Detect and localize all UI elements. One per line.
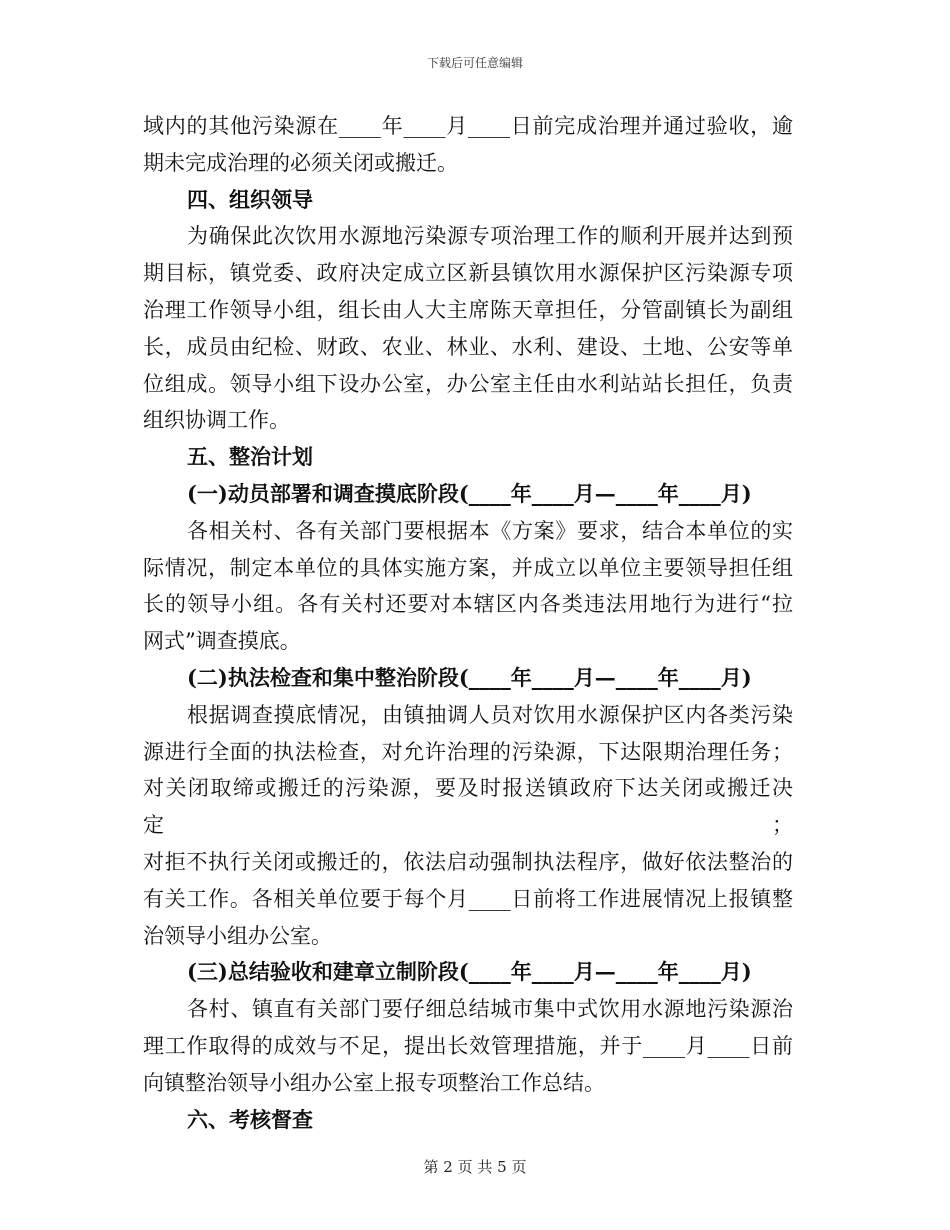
section-heading: (二)执法检查和集中整治阶段(____年____月—____年____月) [187, 664, 752, 690]
paragraph-line: 际情况，制定本单位的具体实施方案，并成立以单位主要领导担任组 [143, 555, 793, 580]
paragraph-line: 组织协调工作。 [143, 408, 290, 433]
paragraph-line: 向镇整治领导小组办公室上报专项整治工作总结。 [143, 1070, 605, 1095]
paragraph-line: 有关工作。各相关单位要于每个月____日前将工作进展情况上报镇整 [143, 886, 793, 911]
paragraph-line: 源进行全面的执法检查，对允许治理的污染源，下达限期治理任务； [143, 739, 793, 764]
section-heading: 五、整治计划 [187, 444, 313, 470]
page-footer: 第 2 页 共 5 页 [423, 1158, 527, 1176]
paragraph-line: 期目标，镇党委、政府决定成立区新县镇饮用水源保护区污染源专项 [143, 261, 793, 286]
paragraph-line: 长，成员由纪检、财政、农业、林业、水利、建设、土地、公安等单 [143, 334, 793, 359]
paragraph-line: 位组成。领导小组下设办公室，办公室主任由水利站站长担任，负责 [143, 371, 793, 396]
section-heading: 四、组织领导 [187, 186, 313, 212]
paragraph-line: 各相关村、各有关部门要根据本《方案》要求，结合本单位的实 [187, 518, 793, 543]
paragraph-line: 长的领导小组。各有关村还要对本辖区内各类违法用地行为进行“拉 [143, 592, 793, 617]
paragraph-line: 域内的其他污染源在____年____月____日前完成治理并通过验收，逾 [143, 114, 793, 138]
paragraph-line: 治领导小组办公室。 [143, 923, 332, 948]
paragraph-line: 各村、镇直有关部门要仔细总结城市集中式饮用水源地污染源治 [187, 997, 793, 1022]
section-heading: 六、考核督查 [187, 1106, 313, 1132]
paragraph-line: 网式”调查摸底。 [143, 629, 301, 654]
section-heading: (一)动员部署和调查摸底阶段(____年____月—____年____月) [187, 480, 752, 506]
document-body [143, 108, 793, 1138]
paragraph-line: 理工作取得的成效与不足，提出长效管理措施，并于____月____日前 [143, 1033, 793, 1058]
section-heading: (三)总结验收和建章立制阶段(____年____月—____年____月) [187, 959, 752, 985]
paragraph-line: 根据调查摸底情况，由镇抽调人员对饮用水源保护区内各类污染 [187, 702, 793, 727]
paragraph-line: 治理工作领导小组，组长由人大主席陈天章担任，分管副镇长为副组 [143, 297, 793, 322]
paragraph-line: 期未完成治理的必须关闭或搬迁。 [143, 150, 458, 175]
paragraph-line: 为确保此次饮用水源地污染源专项治理工作的顺利开展并达到预 [187, 224, 793, 249]
page-header: 下载后可任意编辑 [426, 56, 523, 70]
paragraph-line: 对拒不执行关闭或搬迁的，依法启动强制执法程序，做好依法整治的 [143, 849, 793, 874]
paragraph-line: 对关闭取缔或搬迁的污染源，要及时报送镇政府下达关闭或搬迁决定； [143, 776, 793, 838]
